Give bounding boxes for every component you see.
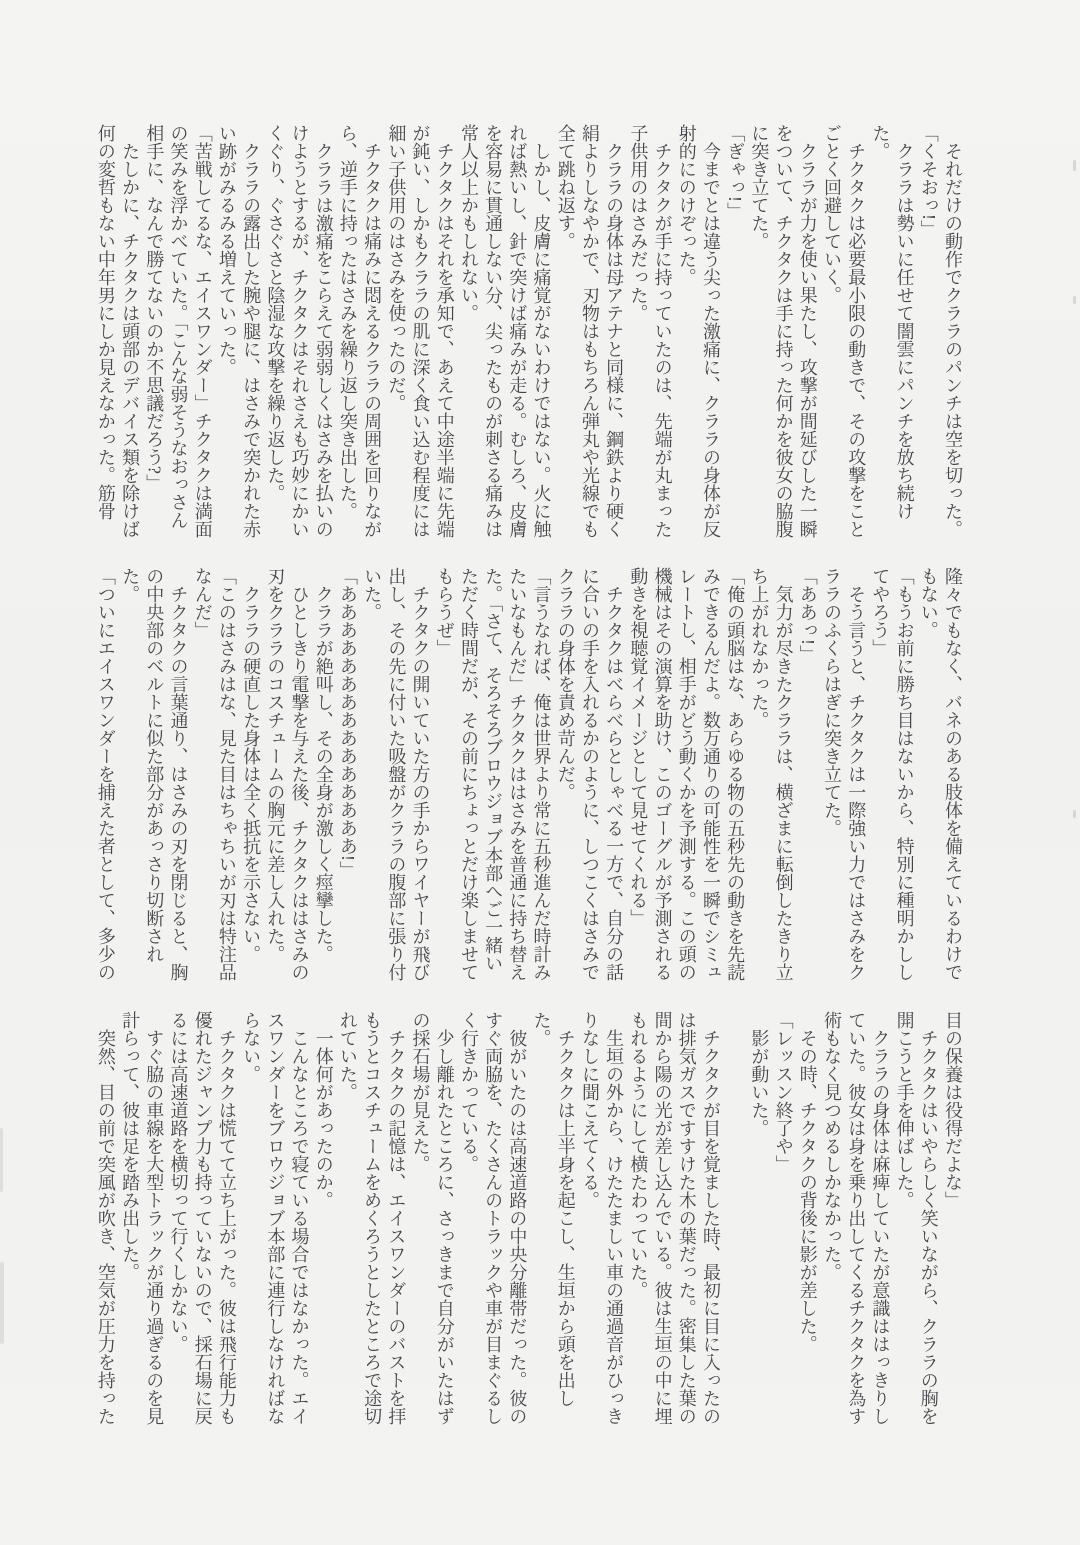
paragraph: チクタクが目を覚ました時、最初に目に入ったのは排気ガスですすけた木の葉だった。密集した葉の間から陽の光が差し込んでいる。彼は生垣の中に埋もれるようにして横たわっていた。 [628, 1011, 721, 1425]
paragraph: 「くそおっ!」 [918, 124, 939, 238]
paragraph: チクタクは上半身を起こし、生垣から頭を出した。 [531, 1011, 576, 1407]
paragraph: ひとしきり電撃を与えた後、チクタクははさみの刃をクララのコスチュームの胸元に差し入れた。 [265, 567, 310, 981]
paragraph: 気力が尽きたクララは、横ざまに転倒したきり立ち上がれなかった。 [749, 567, 794, 981]
text-band-bottom [94, 1011, 965, 1432]
paragraph: クララの身体は麻痺していたが意識ははっきりしていた。彼女は身を乗り出してくるチクタクを為す術もなく見つめるしかなかった。 [821, 1011, 891, 1425]
paragraph: チクタクはいやらしく笑いながら、クララの胸を開こうと手を伸ばした。 [894, 1011, 939, 1425]
paragraph: クララが絶叫し、その全身が激しく痙攣した。 [313, 585, 334, 963]
paragraph: チクタクはそれを承知で、あえて中途半端に先端が鈍い、しかもクララの肌に深く食い込む程度には細い子供用のはさみを使ったのだ。 [386, 124, 455, 538]
text-band-top [94, 124, 965, 545]
paragraph: 生垣の外から、けたたましい車の通過音がひっきりなしに聞こえてくる。 [579, 1011, 625, 1425]
paragraph: クララは激痛をこらえて弱弱しくはさみを払いのけようとするが、チクタクはそれさえも巧妙にかいくぐり、ぐさぐさと陰湿な攻撃を繰り返した。 [265, 124, 334, 538]
paragraph: 「レッスン終了や」 [773, 1011, 794, 1173]
paragraph: クララの硬直した身体は全く抵抗を示さない。 [241, 585, 262, 963]
paragraph: 彼がいたのは高速道路の中央分離帯だった。彼のすぐ両脇を、たくさんのトラックや車が目まぐるしく行きかっている。 [458, 1011, 528, 1425]
scan-artifact [0, 1262, 4, 1344]
paragraph: クララは勢いに任せて闇雲にパンチを放ち続けた。 [870, 124, 915, 520]
paragraph: しかし、皮膚に痛覚がないわけではない。火に触れば熱いし、針で突けば痛みが走る。むしろ、皮膚を容易に貫通しない分、尖ったものが刺さる痛みは常人以上かもしれない。 [458, 124, 552, 538]
paragraph: 影が動いた。 [749, 1029, 770, 1137]
scan-artifact [1073, 296, 1076, 304]
paragraph: チクタクは痛みに悶えるクララの周囲を回りながら、逆手に持ったはさみを繰り返し突き出した。 [337, 124, 383, 538]
paragraph: チクタクの言葉通り、はさみの刃を閉じると、胸の中央部のベルトに似た部分があっさり切断された。 [120, 567, 189, 981]
paragraph: 「もうお前に勝ち目はないから、特別に種明かししてやろう」 [870, 567, 915, 981]
paragraph: そう言うと、チクタクは一際強い力ではさみをクララのふくらはぎに突き立てた。 [821, 567, 867, 981]
paragraph: 「俺の頭脳はな、あらゆる物の五秒先の動きを先読みできるんだよ。数万通りの可能性を一瞬でシミュレートし、相手がどう動くかを予測する。この頭の機械はその演算を助け、このゴーグルが予測される動きを視聴覚イメージとして見せてくれる」 [628, 567, 746, 981]
paragraph: こんなところで寝ている場合ではなかった。エイスワンダーをブロウジョブ本部に連行しなければならない。 [241, 1011, 310, 1425]
paragraph: クララの身体は母アテナと同様に、鋼鉄より硬く絹よりしなやかで、刃物はもちろん弾丸や光線でも全て跳ね返す。 [555, 124, 625, 538]
paragraph: クララが力を使い果たし、攻撃が間延びした一瞬をついて、チクタクは手に持った何かを彼女の脇腹に突き立てた。 [749, 124, 818, 538]
paragraph: チクタクの開いていた方の手からワイヤーが飛び出し、その先に付いた吸盤がクララの腹部に張り付いた。 [362, 567, 431, 981]
paragraph: チクタクが手に持っていたのは、先端が丸まった子供用のはさみだった。 [628, 124, 673, 538]
paragraph: 「このはさみはな、見た目はちゃちいが刃は特注品なんだ」 [192, 567, 237, 981]
paragraph: 突然、目の前で突風が吹き、空気が圧力を持った [95, 1029, 116, 1425]
paragraph: 今までとは違う尖った激痛に、クララの身体が反射的にのけぞった。 [676, 124, 721, 538]
paragraph: チクタクは必要最小限の動きで、その攻撃をことごとく回避していく。 [821, 124, 867, 538]
paragraph: チクタクの記憶は、エイスワンダーのバストを拝もうとコスチュームをめくろうとしたところで途切れていた。 [337, 1011, 407, 1425]
paragraph: 「ああっ!」 [797, 567, 818, 663]
text-band-middle [94, 567, 965, 988]
paragraph: すぐ脇の車線を大型トラックが通り過ぎるのを見計らって、彼は足を踏み出した。 [120, 1011, 165, 1425]
paragraph: 「言うなれば、俺は世界より常に五秒進んだ時計みたいなもんだ」チクタクははさみを普通に持ち替えた。「さて、そろそろブロウジョブ本部へご一緒いただく時間だが、その前にちょっとだけ楽しませてもらうぜ」 [434, 567, 552, 981]
paragraph: 「ついにエイスワンダーを捕えた者として、多少の [95, 567, 116, 981]
paragraph: 「あああああああああああああああ!」 [337, 567, 358, 879]
scan-artifact [0, 1128, 3, 1192]
paragraph: チクタクは慌てて立ち上がった。彼は飛行能力も優れたジャンプ力も持っていないので、採石場に戻るには高速道路を横切って行くしかない。 [168, 1011, 237, 1425]
paragraph: 少し離れたところに、さっきまで自分がいたはずの採石場が見えた。 [410, 1011, 455, 1425]
scan-artifact [1073, 160, 1076, 171]
paragraph: 目の保養は役得だよな」 [943, 1011, 963, 1209]
paragraph: それだけの動作でクララのパンチは空を切った。 [943, 142, 963, 538]
scene-break [723, 1011, 747, 1432]
paragraph: その時、チクタクの背後に影が差した。 [797, 1029, 818, 1353]
scan-artifact [1073, 810, 1076, 818]
paragraph: 隆々でもなく、バネのある肢体を備えているわけでもない。 [918, 567, 963, 981]
paragraph: 「苦戦してるな、エイスワンダー」チクタクは満面の笑みを浮かべていた。「こんな弱そうなおっさん相手に、なんで勝てないのか不思議だろう?」 [144, 124, 213, 538]
paragraph: 一体何があったのか。 [313, 1029, 334, 1209]
paragraph: たしかに、チクタクは頭部のデバイス類を除けば何の変哲もない中年男にしか見えなかった。筋骨 [95, 124, 141, 538]
paragraph: クララの露出した腕や腿に、はさみで突かれた赤い跡がみるみる増えていった。 [216, 124, 262, 538]
paragraph: チクタクはべらべらとしゃべる一方で、自分の話に合いの手を入れるかのように、しつこくはさみでクララの身体を責め苛んだ。 [555, 567, 625, 981]
paragraph: 「ぎゃっ!」 [725, 124, 746, 220]
